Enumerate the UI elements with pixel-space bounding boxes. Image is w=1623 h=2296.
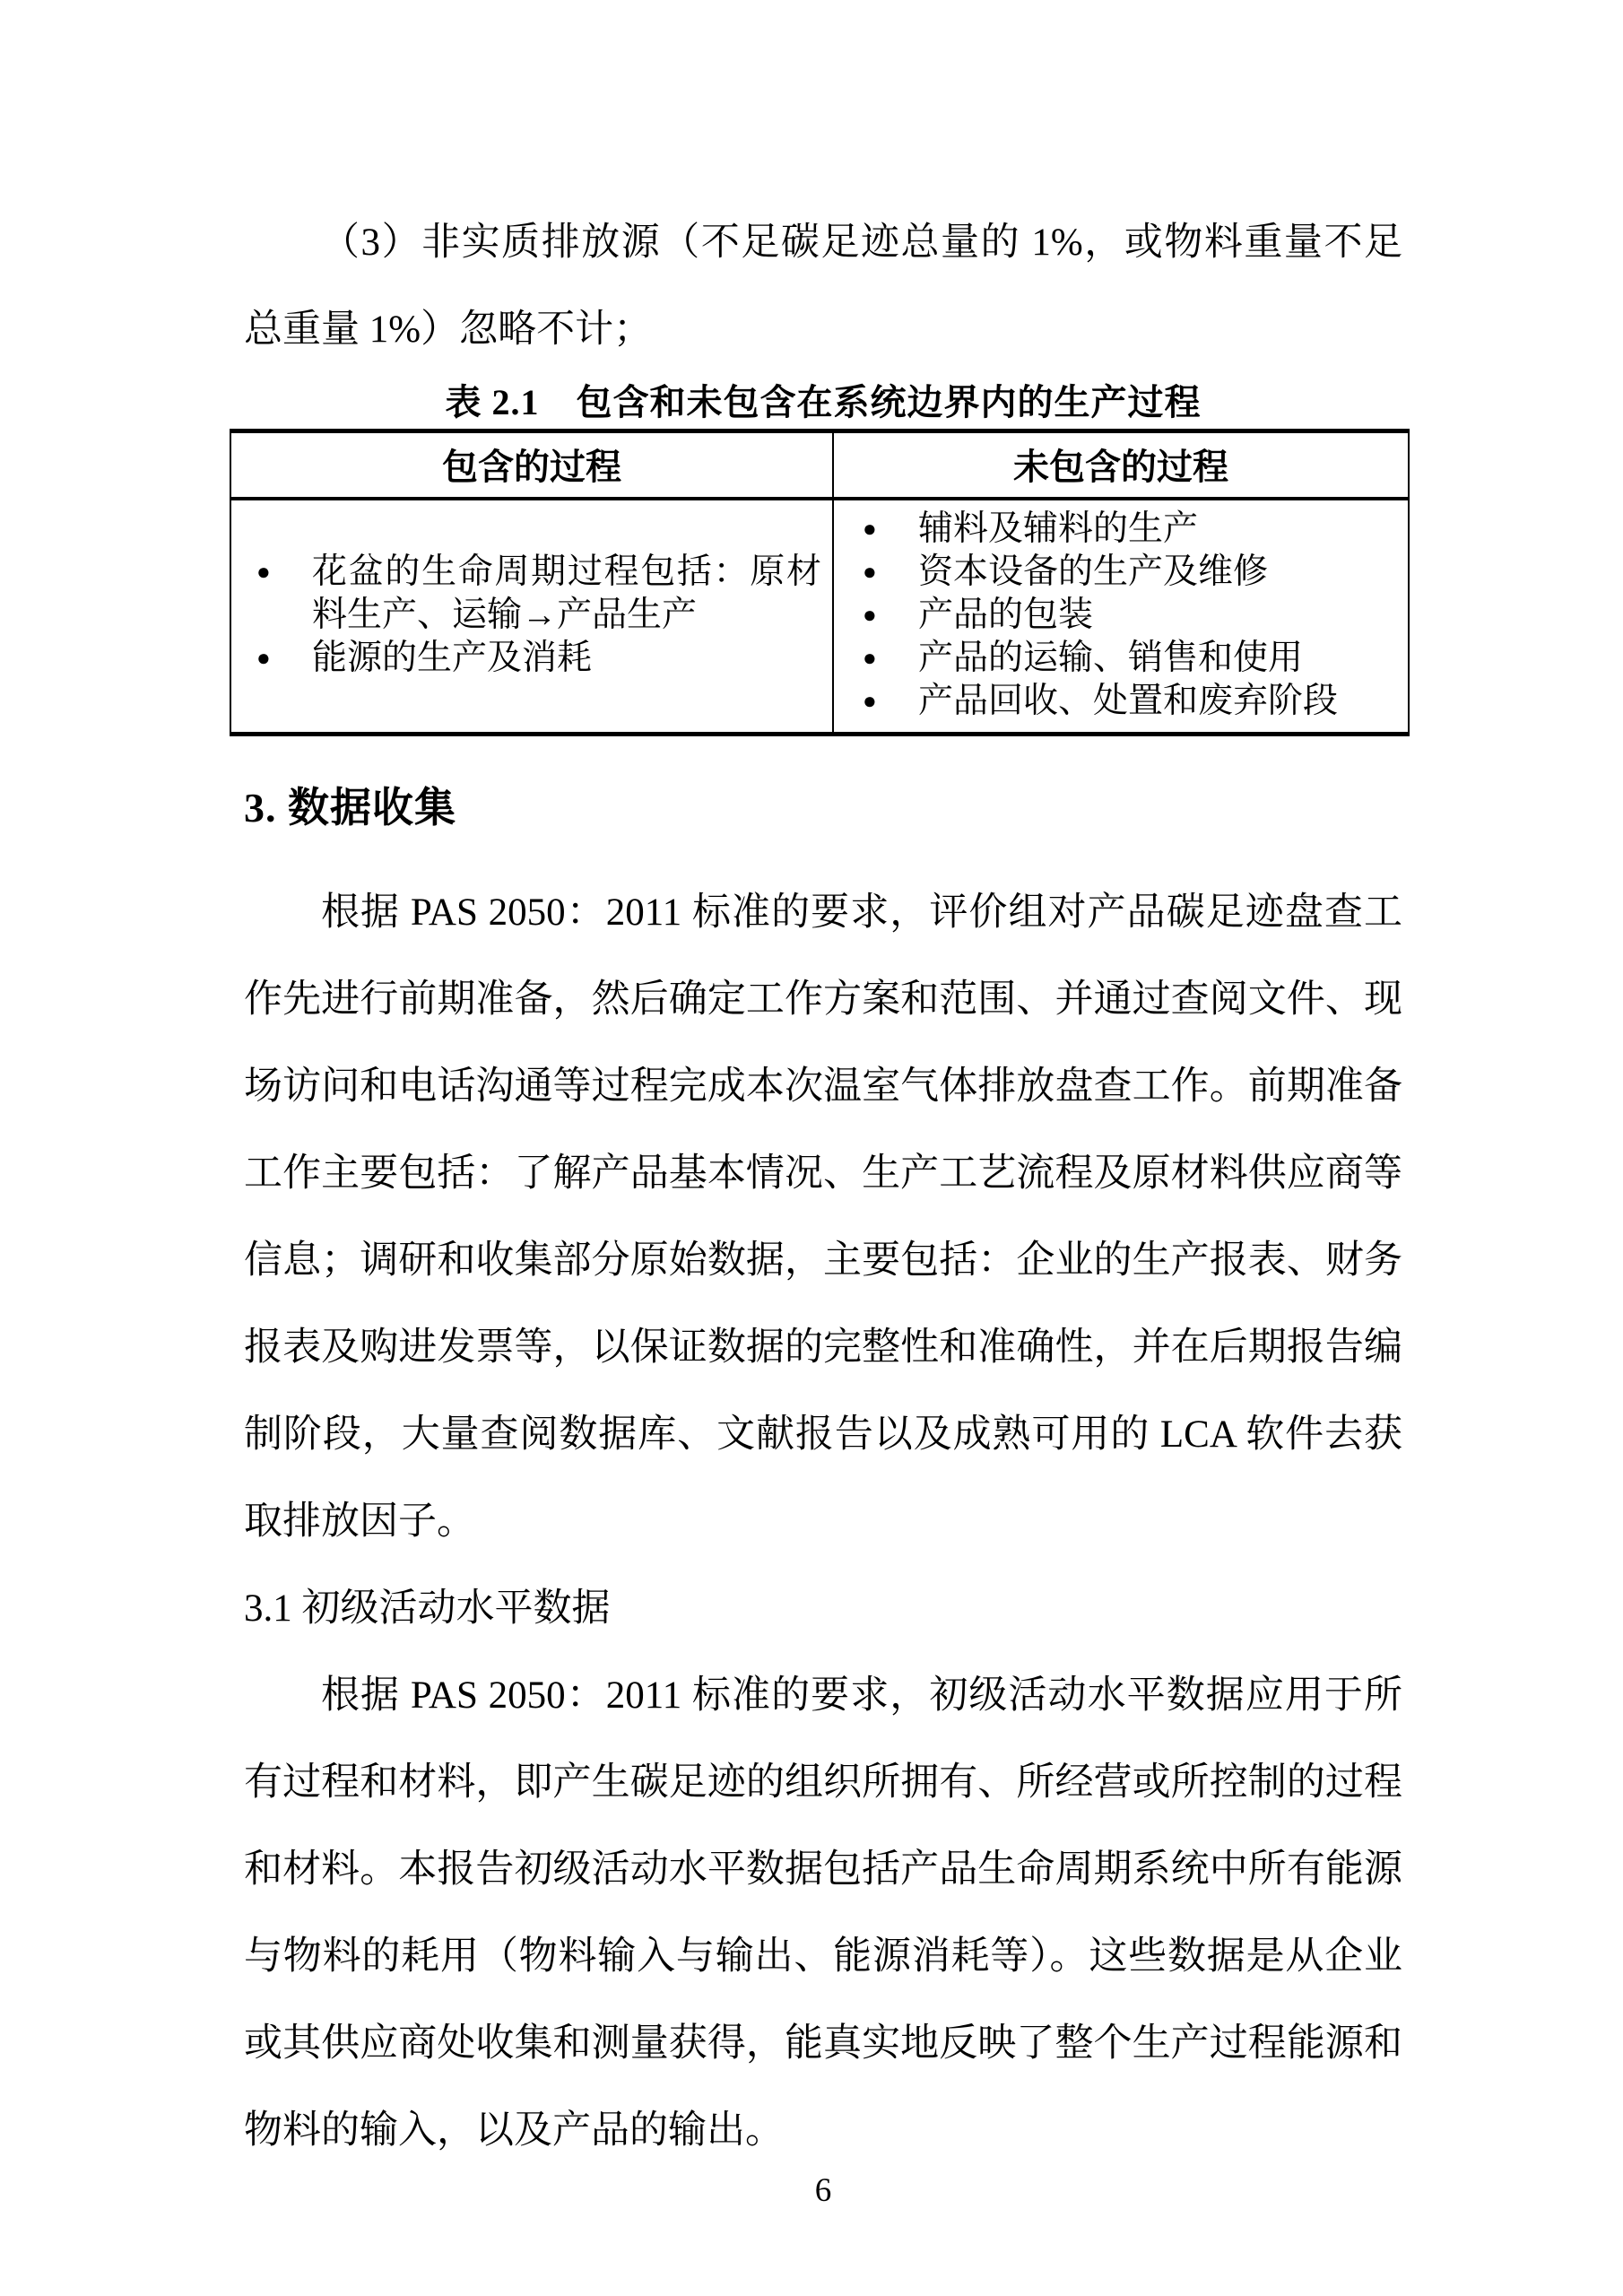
excluded-cell <box>833 499 1409 735</box>
included-cell <box>230 499 833 735</box>
list-item-text: 产品回收、处置和废弃阶段 <box>918 682 1339 720</box>
intro-paragraph: （3）非实质排放源（不足碳足迹总量的 1%，或物料重量不足总重量 1%）忽略不计； <box>244 222 1402 351</box>
bullet-icon: ● <box>256 645 271 671</box>
bullet-icon: ● <box>863 688 877 714</box>
list-item <box>863 551 1397 594</box>
list-item <box>256 637 821 680</box>
system-boundary-table <box>230 429 1410 736</box>
list-item <box>256 551 821 637</box>
page-number: 6 <box>814 2172 832 2209</box>
table-header-row <box>230 431 1409 500</box>
table-caption: 表 2.1 包含和未包含在系统边界内的生产过程 <box>445 382 1202 422</box>
list-item <box>863 594 1397 637</box>
excluded-column-header: 未包含的过程 <box>833 431 1409 500</box>
list-item <box>863 508 1397 551</box>
list-item-text: 辅料及辅料的生产 <box>918 509 1199 548</box>
list-item-text: 产品的包装 <box>918 596 1094 634</box>
section-3-paragraph: 根据 PAS 2050：2011 标准的要求，评价组对产品碳足迹盘查工作先进行前期准备，然后确定工作方案和范围、并通过查阅文件、现场访问和电话沟通等过程完成本次温室气体排放盘查工作。前期准备工作主要包括：了解产品基本情况、生产工艺流程及原材料供应商等信息；调研和收集部分原始数据，主要包括：企业的生产报表、财务报表及购进发票等，以保证数据的完整性和准确性，并在后期报告编制阶段，大量查阅数据库、文献报告以及成熟可用的 LCA 软件去获取排放因子。 <box>244 891 1402 1543</box>
section-3-1-paragraph: 根据 PAS 2050：2011 标准的要求，初级活动水平数据应用于所有过程和材料，即产生碳足迹的组织所拥有、所经营或所控制的过程和材料。本报告初级活动水平数据包括产品生命周期系统中所有能源与物料的耗用（物料输入与输出、能源消耗等）。这些数据是从企业或其供应商处收集和测量获得，能真实地反映了整个生产过程能源和物料的输入，以及产品的输出。 <box>244 1674 1402 2152</box>
list-item-text: 资本设备的生产及维修 <box>918 552 1269 591</box>
page-content <box>244 199 1402 2213</box>
list-item <box>863 680 1397 723</box>
list-item-text: 能源的生产及消耗 <box>312 639 593 677</box>
list-item-text: 产品的运输、销售和使用 <box>918 639 1304 677</box>
table-body-row <box>230 499 1409 735</box>
bullet-icon: ● <box>863 516 877 542</box>
section-3-heading: 3. 数据收集 <box>244 785 456 831</box>
bullet-icon: ● <box>863 559 877 585</box>
included-column-header: 包含的过程 <box>230 431 833 500</box>
bullet-icon: ● <box>256 559 271 585</box>
bullet-icon: ● <box>863 602 877 628</box>
section-3-1-heading: 3.1 初级活动水平数据 <box>244 1587 611 1630</box>
bullet-icon: ● <box>863 645 877 671</box>
list-item <box>863 637 1397 680</box>
list-item-text: 花盆的生命周期过程包括：原材料生产、运输→产品生产 <box>312 552 821 634</box>
